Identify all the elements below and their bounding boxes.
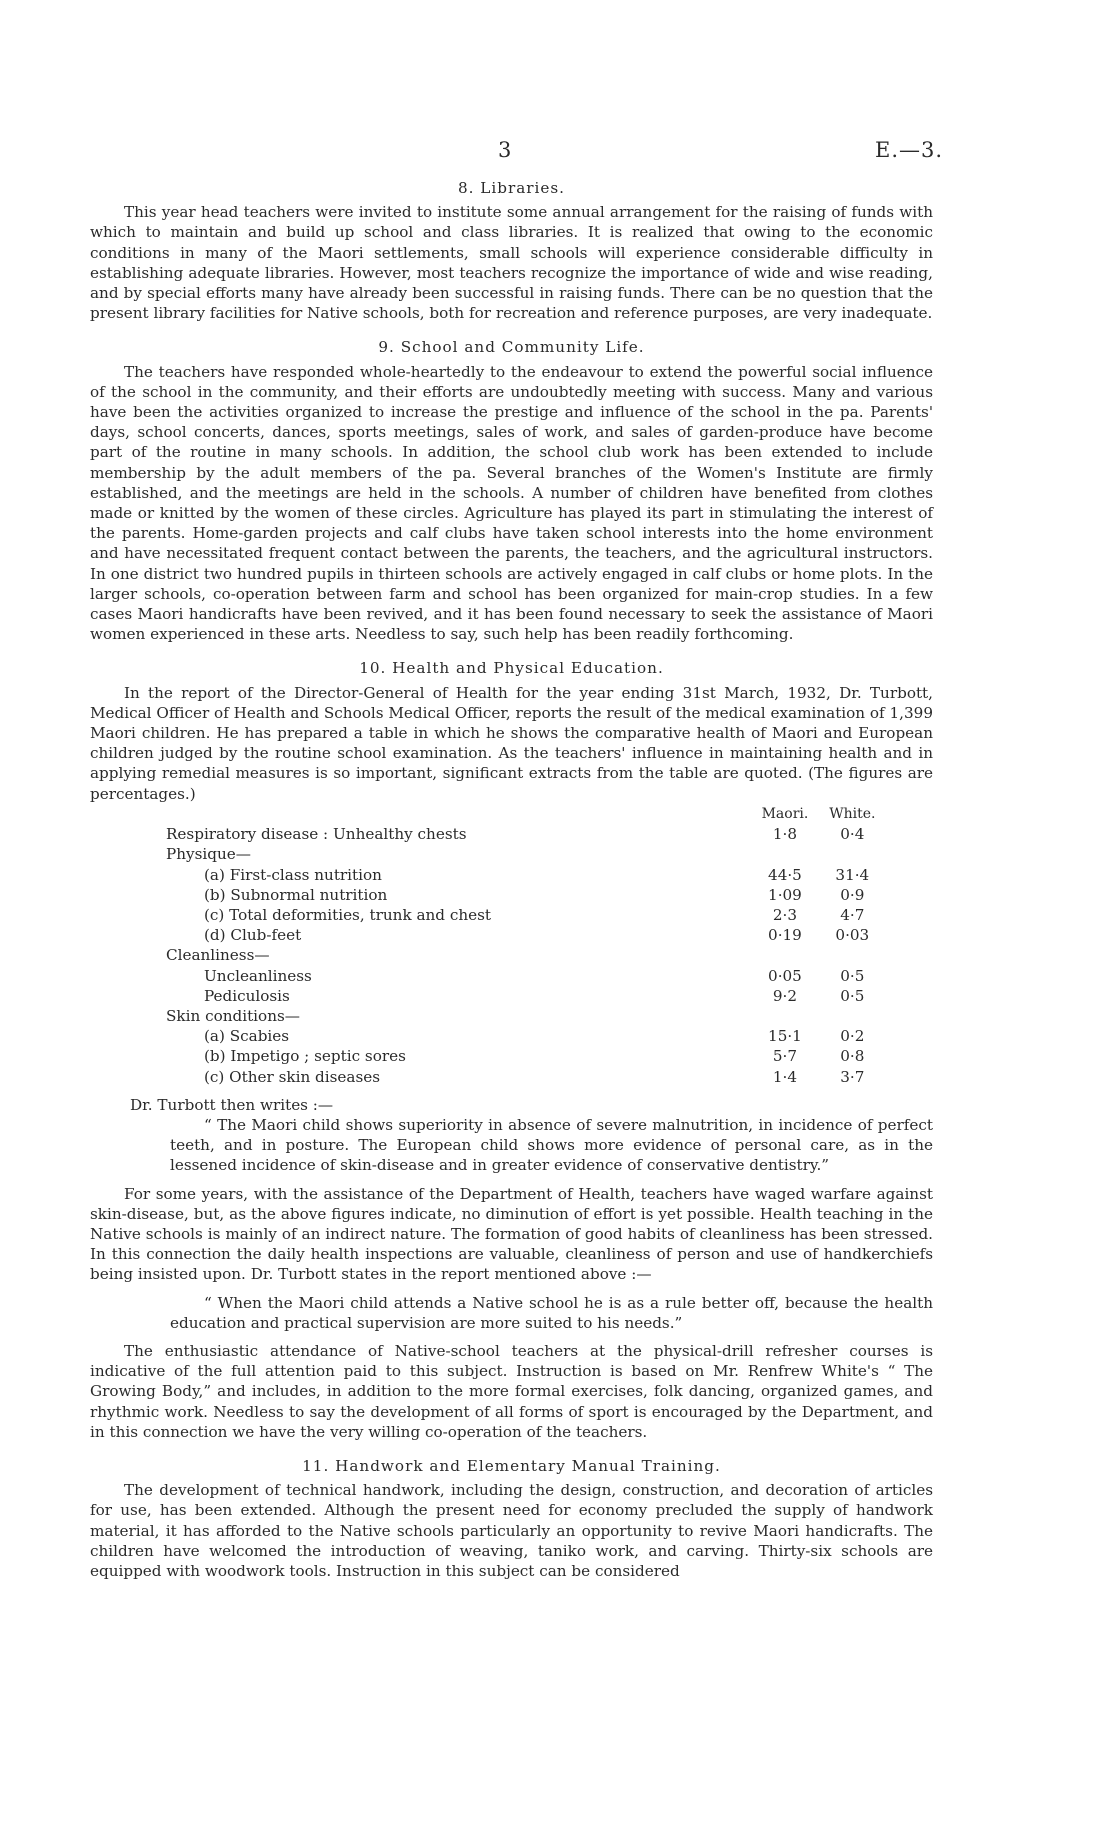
table-row: (a) Scabies 15·1 0·2 — [204, 1027, 865, 1046]
table-row: (c) Total deformities, trunk and chest 2·3 4·7 — [204, 905, 865, 924]
table-row: (a) First-class nutrition 44·5 31·4 — [204, 865, 870, 884]
table-row: (b) Impetigo ; septic sores 5·7 0·8 — [204, 1047, 865, 1066]
heading-handwork: 11. Handwork and Elementary Manual Training. — [302, 1456, 721, 1475]
table-row: Skin conditions— — [166, 1006, 300, 1025]
document-reference: E.—3. — [875, 138, 944, 162]
table-row: (b) Subnormal nutrition 1·09 0·9 — [204, 885, 865, 904]
table-row: Pediculosis 9·2 0·5 — [204, 986, 865, 1005]
table-row: (d) Club-feet 0·19 0·03 — [204, 926, 870, 945]
paragraph-health-intro: In the report of the Director-General of Health for the year ending 31st March, 1932, Dr. Turbott, Medical Officer of Health and Schools Medical Officer, reports the result of the medical examination of 1,399 Maori children. He has prepared a table in which he shows the comparative health of Maori and European children judged by the routine school examination. As the teachers' influence in maintaining health and in applying remedial measures is so important, significant extracts from the table are quoted. (The figures are percentages.) — [90, 683, 933, 803]
column-maori: Maori. — [761, 805, 809, 822]
turbott-writes: Dr. Turbott then writes :— — [130, 1095, 334, 1114]
column-white: White. — [829, 805, 876, 822]
paragraph-libraries: This year head teachers were invited to institute some annual arrangement for the raising of funds with which to maintain and build up school and class libraries. It is realized that owing to the economic conditions in many of the Maori settlements, small schools will experience considerable difficulty in establishing adequate libraries. However, most teachers recognize the importance of wide and wise reading, and by special efforts many have already been successful in raising funds. There can be no question that the present library facilities for Native schools, both for recreation and reference purposes, are very inadequate. — [90, 203, 933, 323]
table-row: Physique— — [166, 845, 251, 864]
quote-turbott-2: “ When the Maori child attends a Native school he is as a rule better off, because the health education and practical supervision are more suited to his needs.” — [170, 1293, 933, 1332]
paragraph-health-2: For some years, with the assistance of the Department of Health, teachers have waged warfare against skin-disease, but, as the above figures indicate, no diminution of effort is yet possible. Health teaching in the Native schools is mainly of an indirect nature. The formation of good habits of cleanliness has been stressed. In this connection the daily health inspections are valuable, cleanliness of person and use of handkerchiefs being insisted upon. Dr. Turbott states in the report mentioned above :— — [90, 1184, 933, 1284]
paragraph-handwork: The development of technical handwork, including the design, construction, and decoration of articles for use, has been extended. Although the present need for economy precluded the supply of handwork material, it has afforded to the Native schools particularly an opportunity to revive Maori handicrafts. The children have welcomed the introduction of weaving, taniko work, and carving. Thirty-six schools are equipped with woodwork tools. Instruction in this subject can be considered — [90, 1481, 933, 1580]
heading-libraries: 8. Libraries. — [457, 179, 566, 197]
heading-community: 9. School and Community Life. — [378, 338, 645, 357]
health-table — [166, 804, 886, 1087]
table-row: Uncleanliness 0·05 0·5 — [204, 966, 865, 985]
table-row: Respiratory disease : Unhealthy chests 1·8 0·4 — [166, 825, 865, 844]
table-row: Cleanliness— — [166, 946, 270, 965]
table-row: (c) Other skin diseases 1·4 3·7 — [204, 1067, 865, 1086]
document-body — [90, 178, 933, 1581]
paragraph-community: The teachers have responded whole-heartedly to the endeavour to extend the powerful social influence of the school in the community, and their efforts are undoubtedly meeting with success. Many and various have been the activities organized to increase the prestige and influence of the school in the pa. Parents' days, school concerts, dances, sports meetings, sales of work, and sales of garden-produce have become part of the routine in many schools. In addition, the school club work has been extended to include membership by the adult members of the pa. Several branches of the Women's Institute are firmly established, and the meetings are held in the schools. A number of children have benefited from clothes made or knitted by the women of these circles. Agriculture has played its part in stimulating the interest of the parents. Home-garden projects and calf clubs have taken school interests into the home environment and have necessitated frequent contact between the parents, the teachers, and the agricultural instructors. In one district two hundred pupils in thirteen schools are actively engaged in calf clubs or home plots. In the larger schools, co-operation between farm and school has been organized for main-crop studies. In a few cases Maori handicrafts have been revived, and it has been found necessary to seek the assistance of Maori women experienced in these arts. Needless to say, such help has been readily forthcoming. — [90, 362, 933, 644]
health-table-header — [166, 804, 886, 824]
heading-health: 10. Health and Physical Education. — [359, 659, 664, 678]
page-number: 3 — [498, 138, 512, 162]
paragraph-health-3: The enthusiastic attendance of Native-school teachers at the physical-drill refresher courses is indicative of the full attention paid to this subject. Instruction is based on Mr. Renfrew White's “ The Growing Body,” and includes, in addition to the more formal exercises, folk dancing, organized games, and rhythmic work. Needless to say the development of all forms of sport is encouraged by the Department, and in this connection we have the very willing co-operation of the teachers. — [90, 1341, 933, 1441]
quote-turbott-1: “ The Maori child shows superiority in absence of severe malnutrition, in incidence of perfect teeth, and in posture. The European child shows more evidence of personal care, as in the lessened incidence of skin-disease and in greater evidence of conservative dentistry.” — [170, 1115, 933, 1175]
